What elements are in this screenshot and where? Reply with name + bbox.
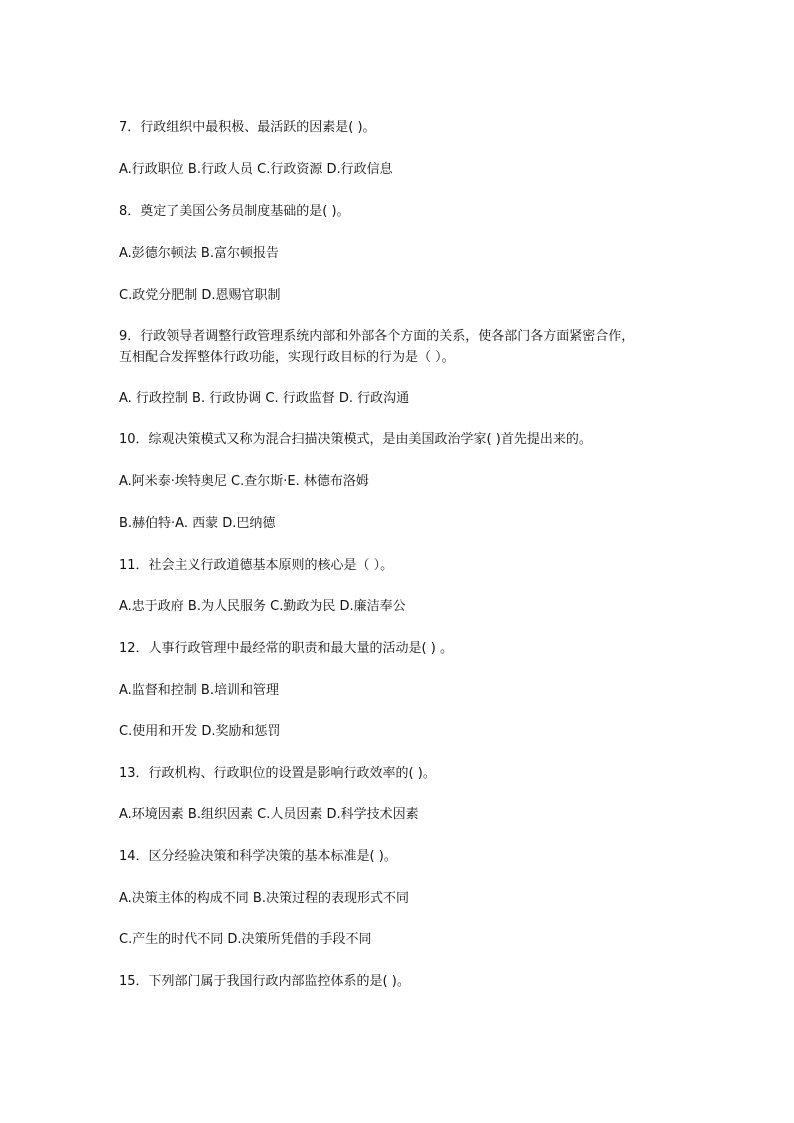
question-12-options-ab: A.监督和控制 B.培训和管理 bbox=[119, 683, 279, 698]
question-7: 7．行政组织中最积极、最活跃的因素是( )。 bbox=[119, 120, 376, 135]
question-9-options: A. 行政控制 B. 行政协调 C. 行政监督 D. 行政沟通 bbox=[119, 391, 410, 406]
question-9-line-1: 9．行政领导者调整行政管理系统内部和外部各个方面的关系，使各部门各方面紧密合作， bbox=[119, 329, 635, 344]
question-8-options-cd: C.政党分肥制 D.恩赐官职制 bbox=[119, 288, 281, 303]
question-10-options-bd: B.赫伯特·A. 西蒙 D.巴纳德 bbox=[119, 516, 276, 531]
question-14-options-cd: C.产生的时代不同 D.决策所凭借的手段不同 bbox=[119, 932, 372, 947]
question-12-options-cd: C.使用和开发 D.奖励和惩罚 bbox=[119, 724, 281, 739]
question-10-options-ac: A.阿米泰·埃特奥尼 C.查尔斯·E. 林德布洛姆 bbox=[119, 474, 369, 489]
question-8: 8．奠定了美国公务员制度基础的是( )。 bbox=[119, 204, 350, 219]
question-13-options: A.环境因素 B.组织因素 C.人员因素 D.科学技术因素 bbox=[119, 807, 419, 822]
question-15: 15．下列部门属于我国行政内部监控体系的是( )。 bbox=[119, 974, 410, 989]
question-12: 12．人事行政管理中最经常的职责和最大量的活动是( ) 。 bbox=[119, 641, 453, 656]
question-11-options: A.忠于政府 B.为人民服务 C.勤政为民 D.廉洁奉公 bbox=[119, 599, 406, 614]
question-14-options-ab: A.决策主体的构成不同 B.决策过程的表现形式不同 bbox=[119, 891, 409, 906]
question-11: 11．社会主义行政道德基本原则的核心是（ ）。 bbox=[119, 558, 394, 573]
question-13: 13．行政机构、行政职位的设置是影响行政效率的( )。 bbox=[119, 766, 436, 781]
question-10: 10．综观决策模式又称为混合扫描决策模式，是由美国政治学家( )首先提出来的。 bbox=[119, 432, 592, 447]
question-9-line-2: 互相配合发挥整体行政功能，实现行政目标的行为是（ ）。 bbox=[119, 350, 455, 365]
question-7-options: A.行政职位 B.行政人员 C.行政资源 D.行政信息 bbox=[119, 162, 393, 177]
question-8-options-ab: A.彭德尔顿法 B.富尔顿报告 bbox=[119, 246, 279, 261]
question-14: 14．区分经验决策和科学决策的基本标准是( )。 bbox=[119, 849, 397, 864]
